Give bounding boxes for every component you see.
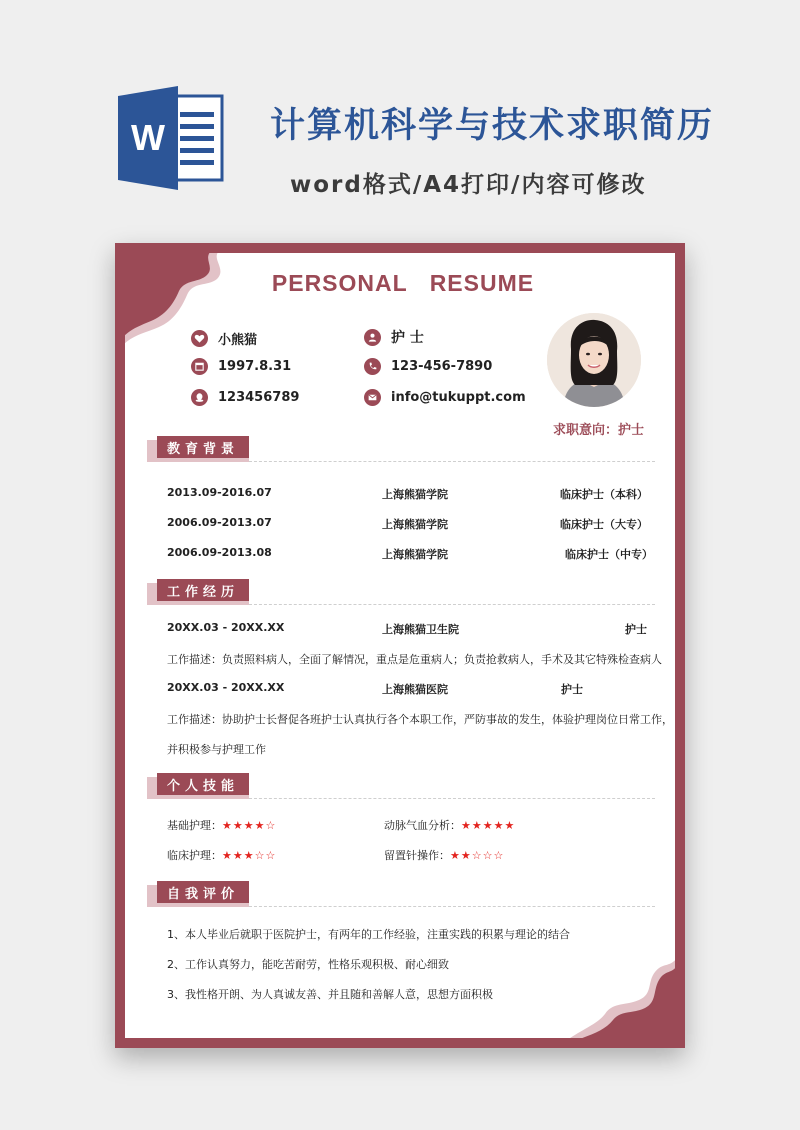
resume-page xyxy=(125,253,675,1038)
info-name xyxy=(191,329,257,348)
star-rating: ★★☆☆☆ xyxy=(450,849,505,862)
star-rating: ★★★★☆ xyxy=(222,819,277,832)
edu-school: 上海熊猫学院 xyxy=(382,518,448,531)
skill-item xyxy=(167,817,276,833)
section-evaluation xyxy=(147,881,655,907)
mail-icon xyxy=(364,389,381,406)
edu-major: 临床护士（中专） xyxy=(565,548,653,561)
phone-icon xyxy=(364,358,381,375)
evaluation-item: 3、我性格开朗、为人真诚友善、并且随和善解人意，思想方面积极 xyxy=(167,988,493,1001)
edu-school: 上海熊猫学院 xyxy=(382,488,448,501)
info-phone xyxy=(364,358,492,375)
work-description: 工作描述：负责照料病人，全面了解情况，重点是危重病人；负责抢救病人，手术及其它特殊检查病人 xyxy=(167,653,662,666)
skill-name: 动脉气血分析： xyxy=(384,819,461,832)
section-work xyxy=(147,579,655,605)
skill-item xyxy=(384,847,504,863)
edu-major: 临床护士（本科） xyxy=(560,488,648,501)
star-rating: ★★★★★ xyxy=(461,819,516,832)
info-birthday xyxy=(191,358,291,375)
skill-item xyxy=(167,847,276,863)
info-position xyxy=(364,327,424,347)
resume-title xyxy=(125,270,675,297)
resume-title-left: PERSONAL xyxy=(271,270,408,296)
resume-title-right: RESUME xyxy=(429,270,535,296)
promo-title: 计算机科学与技术求职简历 xyxy=(270,106,715,146)
corner-decoration xyxy=(567,958,675,1038)
edu-major: 临床护士（大专） xyxy=(560,518,648,531)
info-qq xyxy=(191,389,299,406)
skill-name: 基础护理： xyxy=(167,819,222,832)
name-value: 小熊猫 xyxy=(218,333,258,348)
resume-sheet xyxy=(115,243,685,1048)
work-description: 并积极参与护理工作 xyxy=(167,743,266,756)
edu-period: 2006.09-2013.07 xyxy=(167,516,272,529)
promo-subtitle: word格式/A4打印/内容可修改 xyxy=(290,172,647,198)
calendar-icon xyxy=(191,358,208,375)
phone-value: 123-456-7890 xyxy=(391,359,493,374)
section-title: 自我评价 xyxy=(157,881,249,903)
qq-value: 123456789 xyxy=(218,390,300,405)
skill-item xyxy=(384,817,515,833)
section-title: 教育背景 xyxy=(157,436,249,458)
job-intention: 求职意向：护士 xyxy=(553,423,645,438)
word-logo-letter: W xyxy=(131,117,165,158)
edu-school: 上海熊猫学院 xyxy=(382,548,448,561)
work-description: 工作描述：协助护士长督促各班护士认真执行各个本职工作，严防事故的发生，体验护理岗位日常工作， xyxy=(167,713,673,726)
info-email xyxy=(364,389,526,406)
work-period: 20XX.03 - 20XX.XX xyxy=(167,621,285,634)
skill-name: 留置针操作： xyxy=(384,849,450,862)
work-role: 护士 xyxy=(625,623,647,636)
section-title: 工作经历 xyxy=(157,579,249,601)
birthday-value: 1997.8.31 xyxy=(218,359,292,374)
skill-name: 临床护理： xyxy=(167,849,222,862)
evaluation-item: 2、工作认真努力，能吃苦耐劳，性格乐观积极、耐心细致 xyxy=(167,958,449,971)
section-education xyxy=(147,436,655,462)
work-org: 上海熊猫医院 xyxy=(382,683,448,696)
word-icon xyxy=(118,86,226,190)
position-value: 护 士 xyxy=(391,330,424,346)
heart-icon xyxy=(191,330,208,347)
work-role: 护士 xyxy=(561,683,583,696)
star-rating: ★★★☆☆ xyxy=(222,849,277,862)
email-value: info@tukuppt.com xyxy=(391,390,526,405)
work-org: 上海熊猫卫生院 xyxy=(382,623,459,636)
person-icon xyxy=(364,329,381,346)
qq-icon xyxy=(191,389,208,406)
work-period: 20XX.03 - 20XX.XX xyxy=(167,681,285,694)
edu-period: 2013.09-2016.07 xyxy=(167,486,272,499)
evaluation-item: 1、本人毕业后就职于医院护士，有两年的工作经验，注重实践的积累与理论的结合 xyxy=(167,928,570,941)
section-title: 个人技能 xyxy=(157,773,249,795)
avatar xyxy=(547,313,641,407)
edu-period: 2006.09-2013.08 xyxy=(167,546,272,559)
section-skills xyxy=(147,773,655,799)
